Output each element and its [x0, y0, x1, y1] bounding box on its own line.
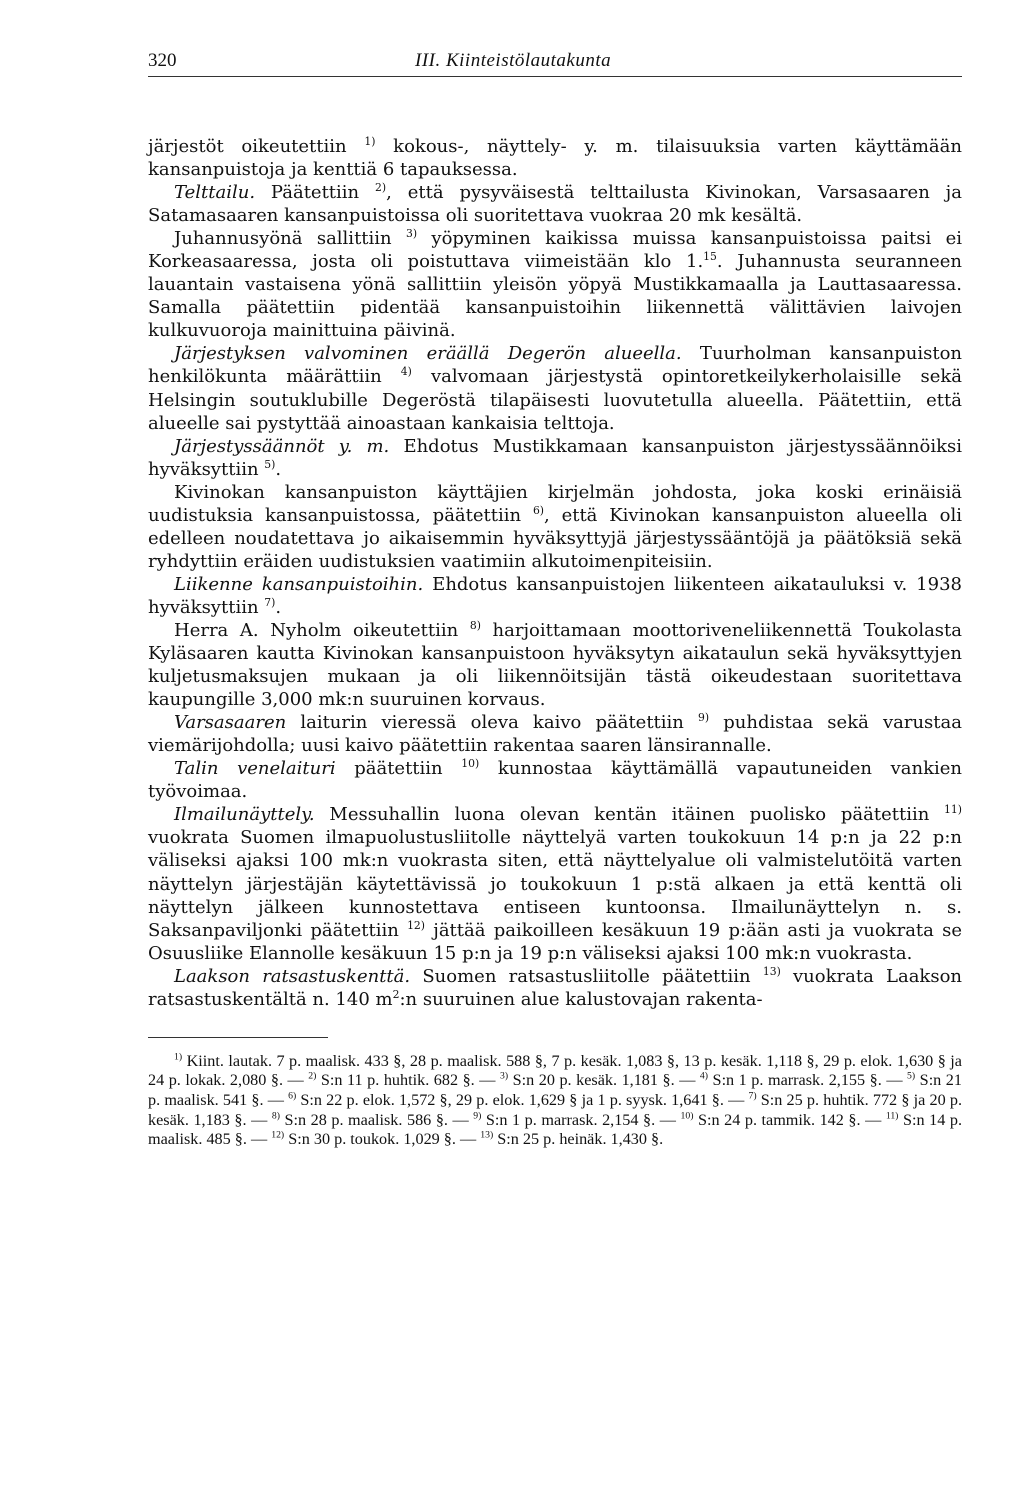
- text-run: S:n 22 p. elok. 1,572 §, 29 p. elok. 1,629 § ja 1 p. syysk. 1,641 §. —: [296, 1090, 749, 1109]
- footnotes: [148, 1052, 962, 1150]
- text-run: S:n 11 p. huhtik. 682 §. —: [316, 1071, 500, 1090]
- footnote-marker: 6): [288, 1090, 297, 1102]
- footnote-marker: 9): [698, 711, 710, 725]
- text-run: Päätettiin: [255, 182, 376, 204]
- footnote-marker: 1): [364, 135, 376, 148]
- text-run: :n suuruinen alue kalustovajan rakenta-: [399, 988, 763, 1010]
- footnote-marker: 2: [392, 987, 400, 1001]
- footnote-marker: 10): [680, 1110, 694, 1122]
- text-run: Herra A. Nyholm oikeutettiin: [174, 619, 470, 641]
- text-run: kokous-, näyttely- y. m. tilaisuuksia varten käyttämään kansanpuistoja ja kenttiä 6 tapauksessa.: [148, 136, 962, 181]
- section-heading: Varsasaaren: [174, 712, 287, 734]
- footnote-marker: 2): [308, 1070, 317, 1082]
- text-run: S:n 28 p. maalisk. 586 §. —: [279, 1110, 474, 1129]
- text-run: yöpyminen kaikissa muissa kansanpuistoissa paitsi ei Korkeasaaressa, josta oli poistuttava viimeistään klo 1.: [148, 228, 962, 273]
- paragraph: [148, 711, 962, 757]
- text-run: S:n 1 p. marrask. 2,154 §. —: [481, 1110, 681, 1129]
- text-run: järjestöt oikeutettiin: [148, 136, 365, 157]
- text-run: Tuurholman kansanpuiston henkilökunta määrättiin: [148, 343, 962, 388]
- footnote-separator: [148, 1037, 328, 1038]
- paragraph: [148, 435, 962, 481]
- section-heading: Laakson ratsastuskenttä.: [174, 965, 411, 987]
- footnote-marker: 11): [885, 1110, 899, 1122]
- section-heading: Järjestyssäännöt y. m.: [174, 435, 390, 457]
- text-run: laiturin vieressä oleva kaivo päätettiin: [286, 712, 699, 734]
- paragraph: [148, 342, 962, 434]
- paragraph: [148, 481, 962, 573]
- text-run: Kiint. lautak. 7 p. maalisk. 433 §, 28 p. maalisk. 588 §, 7 p. kesäk. 1,083 §, 13 p. kesäk. 1,118 §, 29 p. elok. 1,630 § ja 24 p. lokak. 2,080 §. —: [148, 1051, 962, 1090]
- paragraph: [148, 965, 962, 1011]
- text-run: S:n 14 p. maalisk. 485 §. —: [148, 1110, 962, 1149]
- footnote-marker: 3): [499, 1070, 509, 1082]
- section-heading: Talin venelaituri: [174, 758, 336, 780]
- section-heading: Telttailu.: [174, 182, 256, 204]
- footnote-marker: 8): [469, 618, 481, 632]
- text-run: S:n 30 p. toukok. 1,029 §. —: [284, 1130, 481, 1149]
- text-run: valvomaan järjestystä opintoretkeilykerholaisille sekä Helsingin soutuklubille Degeröstä tilapäisesti luovutetulla alueella. Päätettiin, että alueelle sai pystyttää ainoastaan kankaisia telttoja.: [148, 366, 962, 434]
- paragraph: [148, 135, 962, 181]
- footnote-marker: 13): [480, 1129, 494, 1141]
- footnote-marker: 10): [461, 757, 480, 771]
- footnote-marker: 7): [748, 1090, 757, 1102]
- section-heading: Ilmailunäyttely.: [174, 804, 315, 826]
- text-run: S:n 1 p. marrask. 2,155 §. —: [708, 1071, 908, 1090]
- document-page: [148, 48, 962, 1150]
- text-run: .: [275, 458, 282, 480]
- footnote-marker: 2): [375, 181, 387, 195]
- footnote-marker: 3): [405, 227, 418, 241]
- text-run: , että Kivinokan kansanpuiston alueella oli edelleen noudatettava jo aikaisemmin hyväksyttyjä järjestyssääntöjä ja päätöksiä sekä ryhdyttiin eräiden uudistuksien vaatimiin alkutoimenpiteisiin.: [148, 504, 962, 572]
- paragraph: [148, 573, 962, 619]
- text-run: Messuhallin luona olevan kentän itäinen puolisko päätettiin: [314, 804, 945, 826]
- footnote-marker: 5): [264, 457, 276, 471]
- text-run: jättää paikoilleen kesäkuun 19 p:ään asti ja vuokrata se Osuusliike Elannolle kesäkuun 15 p:n ja 19 p:n väliseksi ajaksi 100 mk:n vuokrasta.: [148, 919, 963, 964]
- text-run: S:n 24 p. tammik. 142 §. —: [693, 1110, 886, 1129]
- footnote-marker: 4): [699, 1070, 709, 1082]
- paragraph: [148, 227, 962, 342]
- page-header: [148, 48, 962, 77]
- text-run: harjoittamaan moottoriveneliikennettä Toukolasta Kyläsaaren kautta Kivinokan kansanpuistoon hyväksytyn aikataulun sekä hyväksyttyjen kuljetusmaksujen mukaan ja oli liikennöitsijän tästä oikeudestaan suoritettava kaupungille 3,000 mk:n suuruinen korvaus.: [148, 619, 963, 711]
- footnote-marker: 1): [174, 1051, 183, 1063]
- text-run: vuokrata Suomen ilmapuolustusliitolle näyttelyä varten toukokuun 14 p:n ja 22 p:n väliseksi ajaksi 100 mk:n vuokrasta siten, että näyttelyalue oli valmistelutöitä varten näyttelyn järjestäjän käytettävissä jo toukokuun 1 p:stä alkaen ja että kenttä oli näyttelyn jälkeen kunnostettava entiseen kuntoonsa. Ilmailunäyttelyn n. s. Saksanpaviljonki päätettiin: [148, 827, 962, 941]
- footnote-marker: 4): [400, 365, 412, 379]
- text-run: S:n 21 p. maalisk. 541 §. —: [148, 1071, 962, 1109]
- text-run: Kivinokan kansanpuiston käyttäjien kirjelmän johdosta, joka koski erinäisiä uudistuksia kansanpuistossa, päätettiin: [148, 481, 962, 526]
- section-heading: Liikenne kansanpuistoihin.: [174, 573, 424, 595]
- text-run: päätettiin: [335, 758, 462, 780]
- footnote-marker: 15: [703, 250, 717, 264]
- text-run: S:n 25 p. huhtik. 772 § ja 20 p. kesäk. 1,183 §. —: [148, 1090, 962, 1129]
- text-run: S:n 20 p. kesäk. 1,181 §. —: [508, 1071, 700, 1090]
- footnote-marker: 6): [532, 503, 545, 517]
- paragraph: [148, 757, 962, 803]
- running-title: III. Kiinteistölautakunta: [415, 50, 612, 71]
- text-run: Juhannusyönä sallittiin: [174, 228, 406, 250]
- footnote-marker: 12): [271, 1129, 285, 1141]
- footnote-marker: 8): [271, 1110, 280, 1122]
- footnote-marker: 9): [473, 1110, 482, 1122]
- footnote-marker: 7): [264, 595, 276, 609]
- text-run: . Juhannusta seuranneen lauantain vastaisena yönä sallittiin yleisön yöpyä Mustikkamaalla ja Lauttasaaressa. Samalla päätettiin pidentää kansanpuistoihin liikennettä välittävien laivojen kulkuvuoroja mainittuina päivinä.: [148, 251, 962, 342]
- section-heading: Järjestyksen valvominen eräällä Degerön alueella.: [174, 343, 682, 365]
- text-run: vuokrata Laakson ratsastuskentältä n. 140 m: [148, 965, 962, 1010]
- text-run: , että pysyväisestä telttailusta Kivinokan, Varsasaaren ja Satamasaaren kansanpuistoissa oli suoritettava vuokraa 20 mk kesältä.: [148, 182, 962, 227]
- text-run: S:n 25 p. heinäk. 1,430 §.: [493, 1130, 664, 1149]
- footnote-marker: 12): [407, 918, 426, 932]
- paragraph: [148, 181, 962, 227]
- text-run: .: [275, 596, 282, 618]
- text-run: kunnostaa käyttämällä vapautuneiden vankien työvoimaa.: [148, 758, 962, 803]
- text-run: puhdistaa sekä varustaa viemärijohdolla; uusi kaivo päätettiin rakentaa saaren länsirannalle.: [148, 712, 962, 757]
- page-number: 320: [148, 50, 177, 71]
- footnote-marker: 5): [907, 1070, 916, 1082]
- paragraph: [148, 803, 962, 964]
- footnote-marker: 13): [762, 964, 781, 978]
- text-run: Ehdotus Mustikkamaan kansanpuiston järjestyssäännöiksi hyväksyttiin: [148, 435, 963, 480]
- text-run: Suomen ratsastusliitolle päätettiin: [410, 965, 763, 987]
- text-run: Ehdotus kansanpuistojen liikenteen aikatauluksi v. 1938 hyväksyttiin: [148, 573, 962, 618]
- paragraph: [148, 619, 962, 711]
- body-text: [148, 135, 962, 1011]
- footnote-marker: 11): [944, 803, 962, 817]
